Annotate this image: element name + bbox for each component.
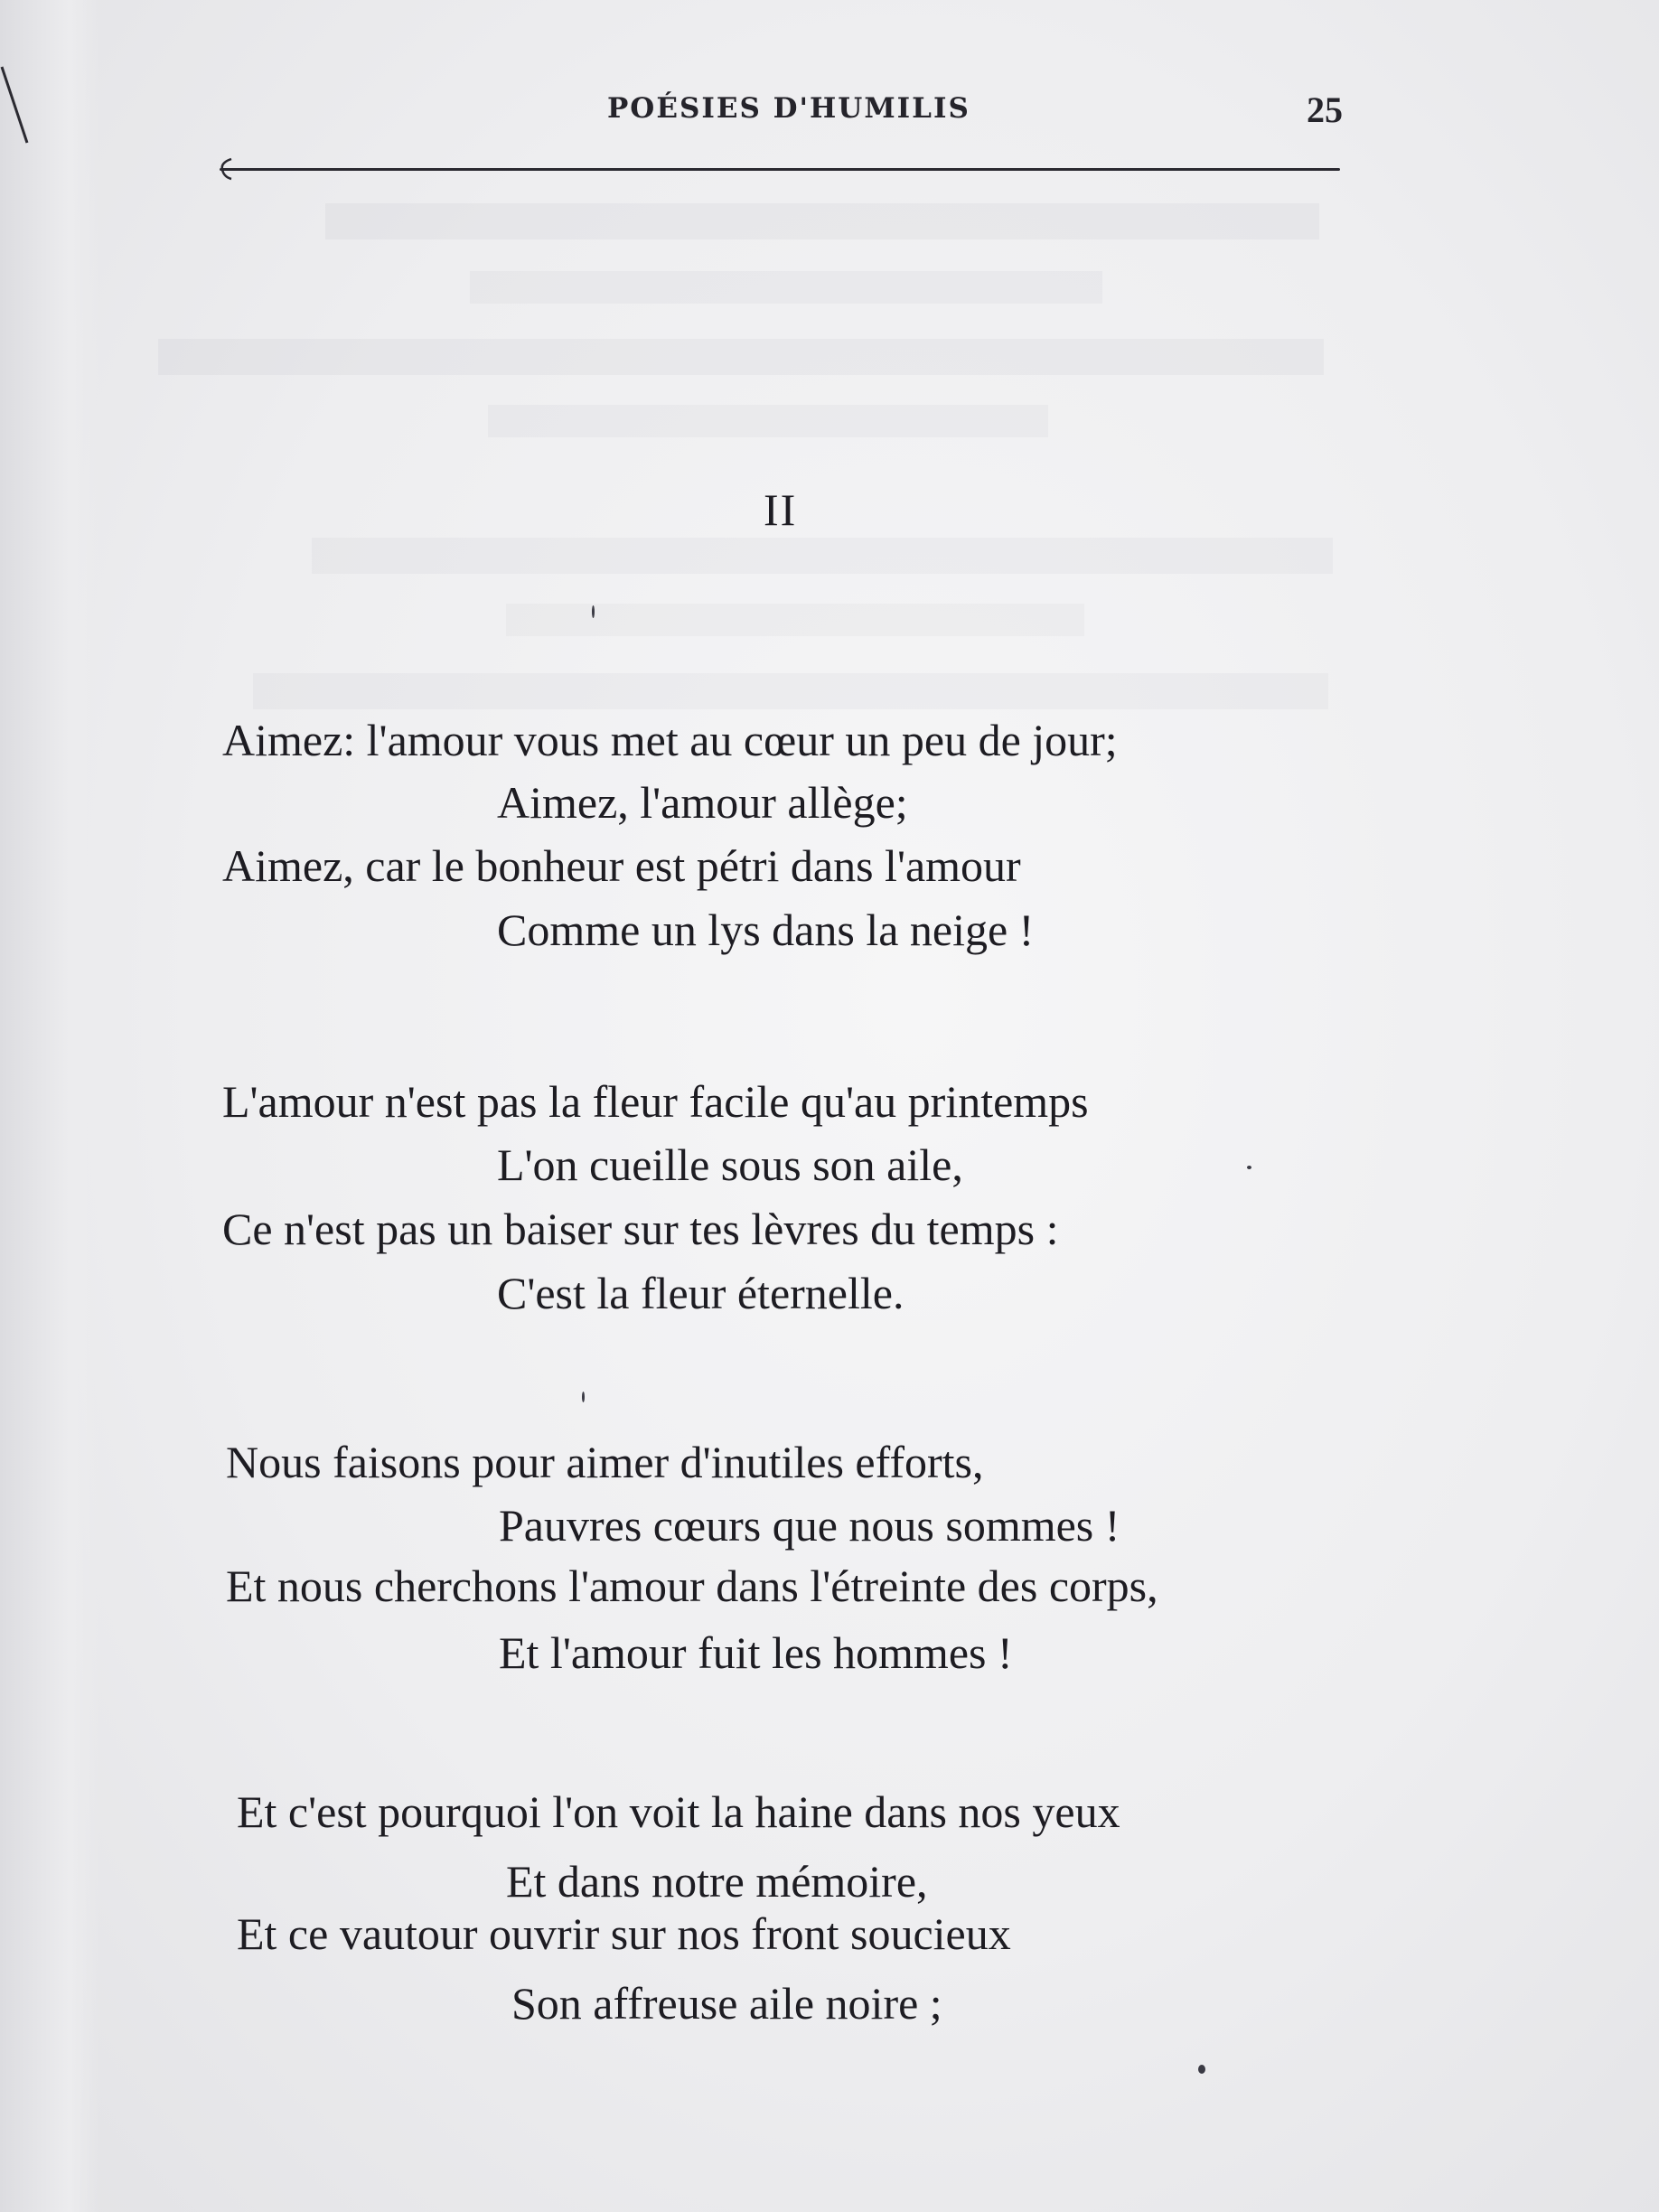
show-through-band-4 bbox=[488, 405, 1048, 437]
verse-line-indented: Pauvres cœurs que nous sommes ! bbox=[499, 1500, 1120, 1551]
paper-speck bbox=[582, 1392, 585, 1402]
verse-line-indented: C'est la fleur éternelle. bbox=[497, 1268, 904, 1318]
margin-pen-mark bbox=[0, 54, 40, 172]
show-through-band-1 bbox=[325, 203, 1319, 239]
verse-line: Aimez, car le bonheur est pétri dans l'amour bbox=[222, 840, 1021, 891]
show-through-band-7 bbox=[253, 673, 1328, 709]
running-title: POÉSIES D'HUMILIS bbox=[607, 92, 970, 125]
verse-line-indented: Et dans notre mémoire, bbox=[506, 1856, 928, 1907]
page-number: 25 bbox=[1307, 89, 1343, 130]
verse-line: Et nous cherchons l'amour dans l'étreinte des corps, bbox=[226, 1561, 1158, 1611]
verse-line-indented: Son affreuse aile noire ; bbox=[511, 1978, 942, 2029]
paper-speck bbox=[1247, 1166, 1251, 1169]
verse-line-indented: L'on cueille sous son aile, bbox=[497, 1139, 963, 1190]
paper-speck bbox=[592, 605, 595, 618]
header-rule bbox=[220, 168, 1340, 171]
verse-line: L'amour n'est pas la fleur facile qu'au printemps bbox=[222, 1076, 1089, 1127]
verse-line-indented: Et l'amour fuit les hommes ! bbox=[499, 1627, 1013, 1678]
verse-line: Aimez: l'amour vous met au cœur un peu de jour; bbox=[222, 715, 1118, 765]
verse-line-indented: Aimez, l'amour allège; bbox=[497, 777, 908, 828]
gutter-shadow bbox=[0, 0, 99, 2212]
show-through-band-2 bbox=[470, 271, 1102, 304]
verse-line: Et c'est pourquoi l'on voit la haine dans nos yeux bbox=[237, 1786, 1120, 1837]
verse-line: Nous faisons pour aimer d'inutiles efforts, bbox=[226, 1437, 984, 1487]
verse-line-indented: Comme un lys dans la neige ! bbox=[497, 904, 1035, 955]
show-through-band-3 bbox=[158, 339, 1324, 375]
paper-speck bbox=[1198, 2065, 1205, 2074]
verse-line: Ce n'est pas un baiser sur tes lèvres du temps : bbox=[222, 1204, 1059, 1254]
section-number: II bbox=[764, 484, 798, 535]
verse-line: Et ce vautour ouvrir sur nos front soucieux bbox=[237, 1908, 1011, 1959]
show-through-band-5 bbox=[312, 538, 1333, 574]
